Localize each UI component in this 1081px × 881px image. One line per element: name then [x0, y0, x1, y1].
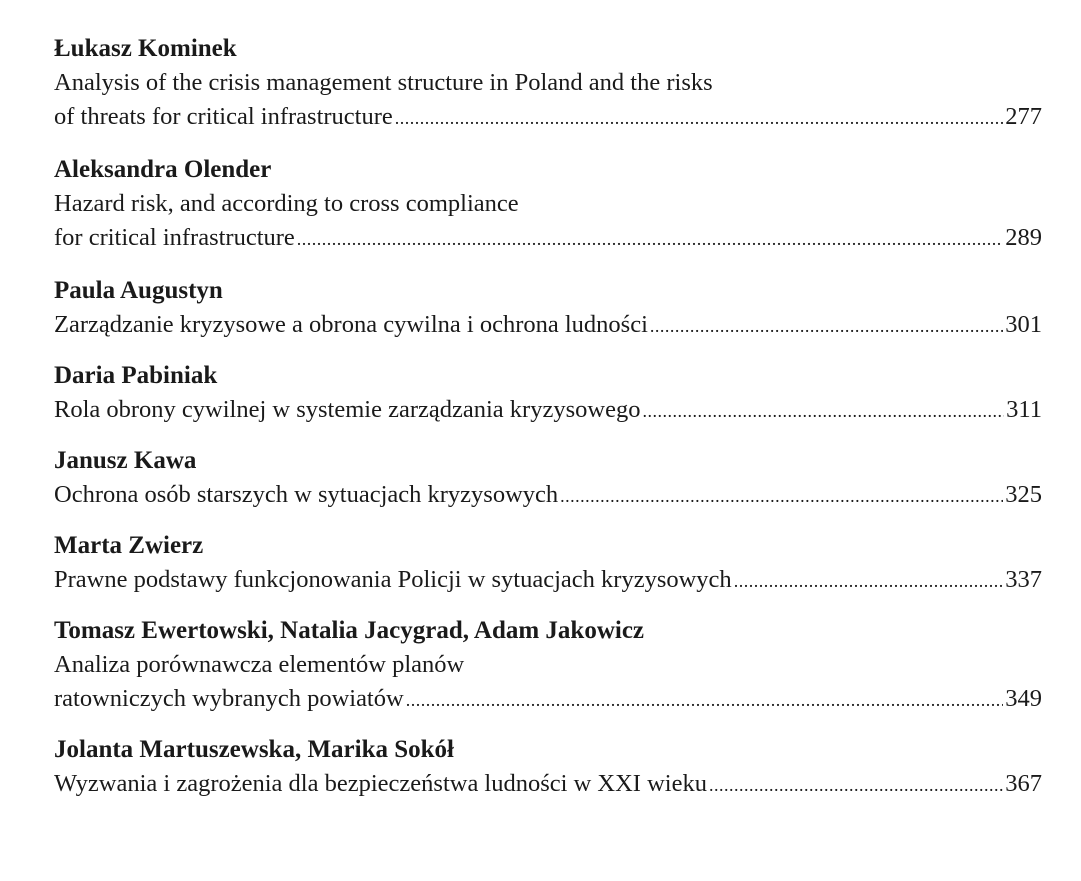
dot-leader	[734, 564, 1004, 597]
entry-title-last-line	[54, 478, 1042, 512]
entry-title-text: for critical infrastructure	[54, 224, 295, 251]
table-of-contents	[54, 32, 1042, 801]
entry-title-line: Analiza porównawcza elementów planów	[54, 651, 465, 678]
entry-title-text: Prawne podstawy funkcjonowania Policji w sytuacjach kryzysowych	[54, 566, 732, 593]
entry-page-number: 277	[1005, 103, 1042, 130]
dot-leader	[642, 394, 1004, 427]
entry-author: Paula Augustyn	[54, 277, 223, 304]
entry-author: Marta Zwierz	[54, 532, 204, 559]
toc-entry	[54, 153, 1042, 255]
entry-title-text: Zarządzanie kryzysowe a obrona cywilna i ochrona ludności	[54, 311, 648, 338]
toc-entry	[54, 274, 1042, 342]
entry-page-number: 311	[1006, 396, 1042, 423]
toc-entry	[54, 359, 1042, 427]
entry-page-number: 325	[1005, 481, 1042, 508]
entry-title-line: Hazard risk, and according to cross compliance	[54, 190, 519, 217]
entry-author: Jolanta Martuszewska, Marika Sokół	[54, 736, 454, 763]
entry-page-number: 301	[1005, 311, 1042, 338]
entry-title-text: ratowniczych wybranych powiatów	[54, 685, 404, 712]
entry-title-last-line	[54, 393, 1042, 427]
toc-entry	[54, 733, 1042, 801]
dot-leader	[395, 101, 1003, 134]
entry-author: Tomasz Ewertowski, Natalia Jacygrad, Adam Jakowicz	[54, 617, 645, 644]
entry-title-text: of threats for critical infrastructure	[54, 103, 393, 130]
dot-leader	[297, 222, 1003, 255]
toc-entry	[54, 32, 1042, 134]
entry-author: Daria Pabiniak	[54, 362, 218, 389]
entry-author: Łukasz Kominek	[54, 35, 237, 62]
entry-title-last-line	[54, 100, 1042, 134]
entry-page-number: 337	[1005, 566, 1042, 593]
entry-page-number: 367	[1005, 770, 1042, 797]
entry-title-text: Ochrona osób starszych w sytuacjach kryzysowych	[54, 481, 559, 508]
toc-entry	[54, 529, 1042, 597]
toc-entry	[54, 614, 1042, 716]
dot-leader	[560, 479, 1003, 512]
entry-title-last-line	[54, 682, 1042, 716]
dot-leader	[650, 309, 1003, 342]
entry-title-last-line	[54, 308, 1042, 342]
entry-author: Janusz Kawa	[54, 447, 197, 474]
entry-title-last-line	[54, 221, 1042, 255]
toc-entry	[54, 444, 1042, 512]
dot-leader	[406, 683, 1004, 716]
entry-page-number: 289	[1005, 224, 1042, 251]
entry-title-text: Rola obrony cywilnej w systemie zarządzania kryzysowego	[54, 396, 641, 423]
entry-page-number: 349	[1005, 685, 1042, 712]
entry-title-last-line	[54, 767, 1042, 801]
dot-leader	[709, 768, 1003, 801]
entry-title-last-line	[54, 563, 1042, 597]
entry-title-text: Wyzwania i zagrożenia dla bezpieczeństwa ludności w XXI wieku	[54, 770, 707, 797]
entry-author: Aleksandra Olender	[54, 156, 272, 183]
entry-title-line: Analysis of the crisis management structure in Poland and the risks	[54, 69, 713, 96]
